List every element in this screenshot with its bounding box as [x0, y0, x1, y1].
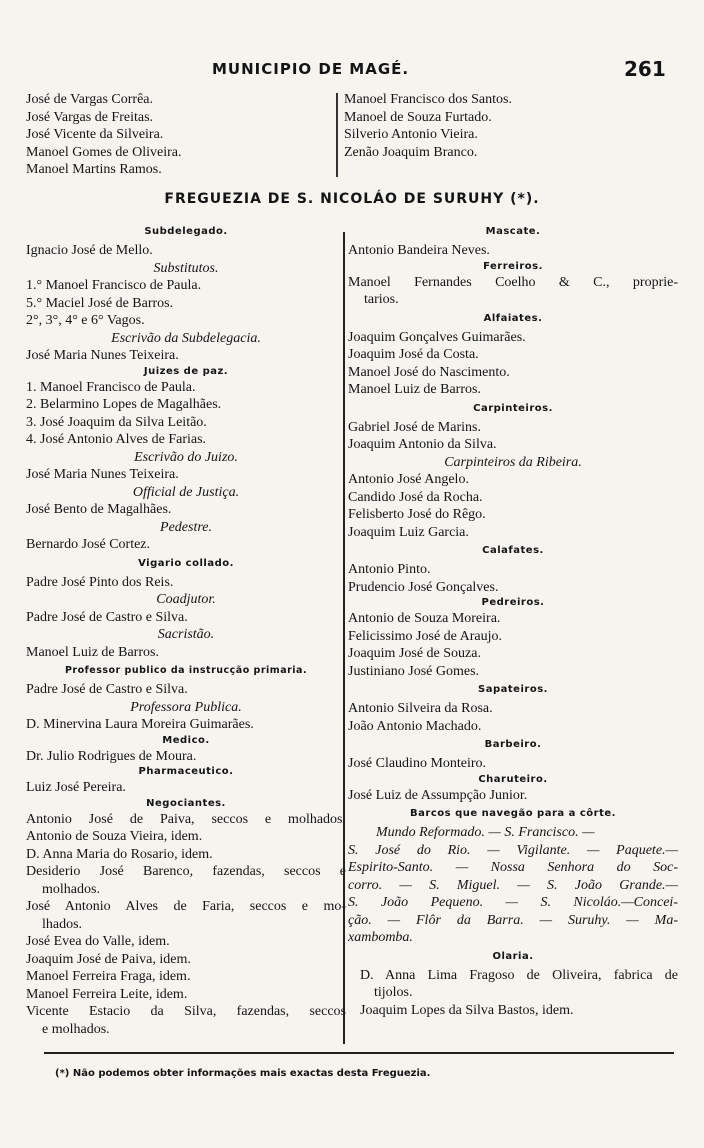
list-item: Manoel Fernandes Coelho & C., proprie- [348, 274, 678, 290]
role-heading: Pedestre. [160, 519, 212, 535]
list-item: Ignacio José de Mello. [26, 243, 153, 258]
list-item: Candido José da Rocha. [348, 489, 483, 505]
list-item: Felicissimo José de Araujo. [348, 628, 502, 644]
list-item: Joaquim Luiz Garcia. [348, 524, 469, 540]
list-item: José Vicente da Silveira. [26, 127, 164, 142]
list-item: D. Anna Maria do Rosario, idem. [26, 846, 213, 862]
subheading: Charuteiro. [478, 773, 548, 785]
list-item: 1.° Manoel Francisco de Paula. [26, 278, 202, 293]
list-item: lhados. [42, 916, 83, 932]
left-column [26, 222, 346, 1038]
list-item: Manoel José do Nascimento. [348, 364, 510, 380]
list-item: Antonio Silveira da Rosa. [348, 701, 493, 716]
list-item: Antonio Bandeira Neves. [348, 243, 490, 258]
list-item: tijolos. [374, 985, 413, 1000]
subheading: Calafates. [482, 545, 544, 556]
list-item: Manoel Luiz de Barros. [348, 382, 481, 397]
list-item: Gabriel José de Marins. [348, 419, 481, 435]
list-item: Joaquim Gonçalves Guimarães. [348, 329, 526, 345]
list-item: ção. — Flôr da Barra. — Suruhy. — Ma- [348, 912, 678, 928]
list-item: Manoel Gomes de Oliveira. [26, 144, 182, 160]
footnote: (*) Não podemos obter informações mais exactas desta Freguezia. [55, 1068, 431, 1079]
list-item: D. Minervina Laura Moreira Guimarães. [26, 717, 254, 732]
list-item: Vicente Estacio da Silva, fazendas, seccos [26, 1004, 346, 1019]
list-item: xambomba. [348, 930, 413, 945]
subheading: Negociantes. [146, 797, 226, 809]
list-item: José Evea do Valle, idem. [26, 934, 170, 949]
list-item: e molhados. [42, 1021, 110, 1037]
role-heading: Official de Justiça. [132, 484, 240, 500]
list-item: Manoel de Souza Furtado. [344, 109, 492, 125]
subheading: Pharmaceutico. [138, 766, 234, 777]
list-item: José Maria Nunes Teixeira. [26, 467, 179, 482]
list-item: Joaquim Antonio da Silva. [348, 437, 497, 452]
column-divider [336, 93, 338, 177]
subheading: Vigario collado. [138, 557, 234, 569]
list-item: José Luiz de Assumpção Junior. [348, 787, 528, 803]
list-item: Felisberto José do Rêgo. [348, 507, 486, 522]
list-item: José de Vargas Corrêa. [26, 92, 154, 107]
section-title: FREGUEZIA DE S. NICOLÁO DE SURUHY (*). [164, 191, 540, 207]
subheading: Barbeiro. [484, 739, 542, 750]
list-item: Silverio Antonio Vieira. [344, 127, 478, 142]
list-item: José Maria Nunes Teixeira. [26, 348, 179, 363]
list-item: Manoel Ferreira Leite, idem. [26, 986, 188, 1002]
list-item: D. Anna Lima Fragoso de Oliveira, fabrica de [360, 967, 678, 983]
list-item: Antonio José Angelo. [348, 472, 469, 487]
list-item: Antonio de Souza Vieira, idem. [26, 829, 203, 844]
list-item: 4. José Antonio Alves de Farias. [26, 432, 207, 447]
list-item: José Bento de Magalhães. [26, 502, 172, 517]
page-header [0, 57, 704, 84]
subheading: Medico. [162, 734, 210, 746]
running-title: MUNICIPIO DE MAGÉ. [212, 60, 410, 78]
list-item: Prudencio José Gonçalves. [348, 579, 499, 595]
continued-list-right [344, 91, 684, 161]
subheading: Pedreiros. [481, 597, 545, 608]
continued-list-left [26, 91, 331, 179]
list-item: Zenão Joaquim Branco. [344, 144, 478, 160]
list-item: Antonio Pinto. [348, 562, 431, 577]
list-item: corro. — S. Miguel. — S. João Grande.— [348, 877, 678, 893]
list-item: Joaquim José de Paiva, idem. [26, 951, 191, 967]
list-item: 3. José Joaquim da Silva Leitão. [26, 414, 207, 430]
list-item: S. José do Rio. — Vigilante. — Paquete.— [348, 842, 678, 858]
role-heading: Professora Publica. [130, 699, 242, 715]
column-divider [343, 232, 345, 1044]
list-item: Padre José de Castro e Silva. [26, 609, 188, 625]
list-item: Desiderio José Barenco, fazendas, seccos e [26, 864, 346, 879]
subheading: Ferreiros. [483, 260, 543, 272]
right-column [348, 222, 678, 1019]
list-item: 2°, 3°, 4° e 6° Vagos. [26, 313, 145, 328]
list-item: Luiz José Pereira. [26, 780, 126, 795]
subheading: Olaria. [492, 950, 534, 962]
footnote-rule [44, 1052, 674, 1054]
list-item: Joaquim José da Costa. [348, 347, 479, 362]
list-item: Manoel Ferreira Fraga, idem. [26, 969, 191, 984]
role-heading: Escrivão do Juizo. [134, 449, 238, 465]
subheading: Alfaiates. [483, 312, 543, 324]
list-item: tarios. [364, 292, 399, 307]
list-item: Manoel Luiz de Barros. [26, 644, 159, 660]
list-item: Antonio José de Paiva, seccos e molhados. [26, 811, 346, 827]
subheading: Professor publico da instrucção primaria. [64, 665, 308, 676]
list-item: Antonio de Souza Moreira. [348, 611, 501, 626]
subheading: Mascate. [485, 226, 541, 237]
list-item: 2. Belarmino Lopes de Magalhães. [26, 397, 222, 412]
list-item: Padre José Pinto dos Reis. [26, 574, 174, 590]
list-item: José Claudino Monteiro. [348, 756, 487, 771]
section-heading [0, 190, 704, 208]
subheading: Barcos que navegão para a côrte. [410, 808, 616, 819]
list-item: Padre José de Castro e Silva. [26, 682, 188, 697]
list-item: S. João Pequeno. — S. Nicoláo.—Concei- [348, 895, 678, 910]
role-heading: Escrivão da Subdelegacia. [111, 330, 261, 346]
subheading: Sapateiros. [478, 684, 548, 695]
list-item: Manoel Martins Ramos. [26, 162, 162, 177]
list-item: Mundo Reformado. — S. Francisco. — [376, 825, 595, 840]
role-heading: Carpinteiros da Ribeira. [444, 454, 582, 470]
list-item: João Antonio Machado. [348, 718, 482, 734]
list-item: 1. Manoel Francisco de Paula. [26, 379, 196, 395]
subheading: Carpinteiros. [473, 402, 553, 414]
list-item: José Antonio Alves de Faria, seccos e mo- [26, 899, 346, 914]
list-item: Bernardo José Cortez. [26, 537, 151, 552]
list-item: Joaquim José de Souza. [348, 646, 481, 661]
list-item: Manoel Francisco dos Santos. [344, 92, 512, 107]
role-heading: Substitutos. [153, 260, 219, 276]
list-item: 5.° Maciel José de Barros. [26, 295, 174, 311]
subheading: Subdelegado. [144, 226, 228, 237]
list-item: Justiniano José Gomes. [348, 663, 480, 679]
list-item: Joaquim Lopes da Silva Bastos, idem. [360, 1002, 574, 1018]
list-item: Dr. Julio Rodrigues de Moura. [26, 748, 197, 764]
role-heading: Sacristão. [157, 627, 215, 642]
list-item: José Vargas de Freitas. [26, 109, 154, 125]
list-item: Espirito-Santo. — Nossa Senhora do Soc- [348, 860, 678, 875]
page-number: 261 [624, 57, 666, 81]
role-heading: Coadjutor. [156, 592, 216, 607]
list-item: molhados. [42, 881, 100, 897]
subheading: Juizes de paz. [143, 365, 229, 377]
